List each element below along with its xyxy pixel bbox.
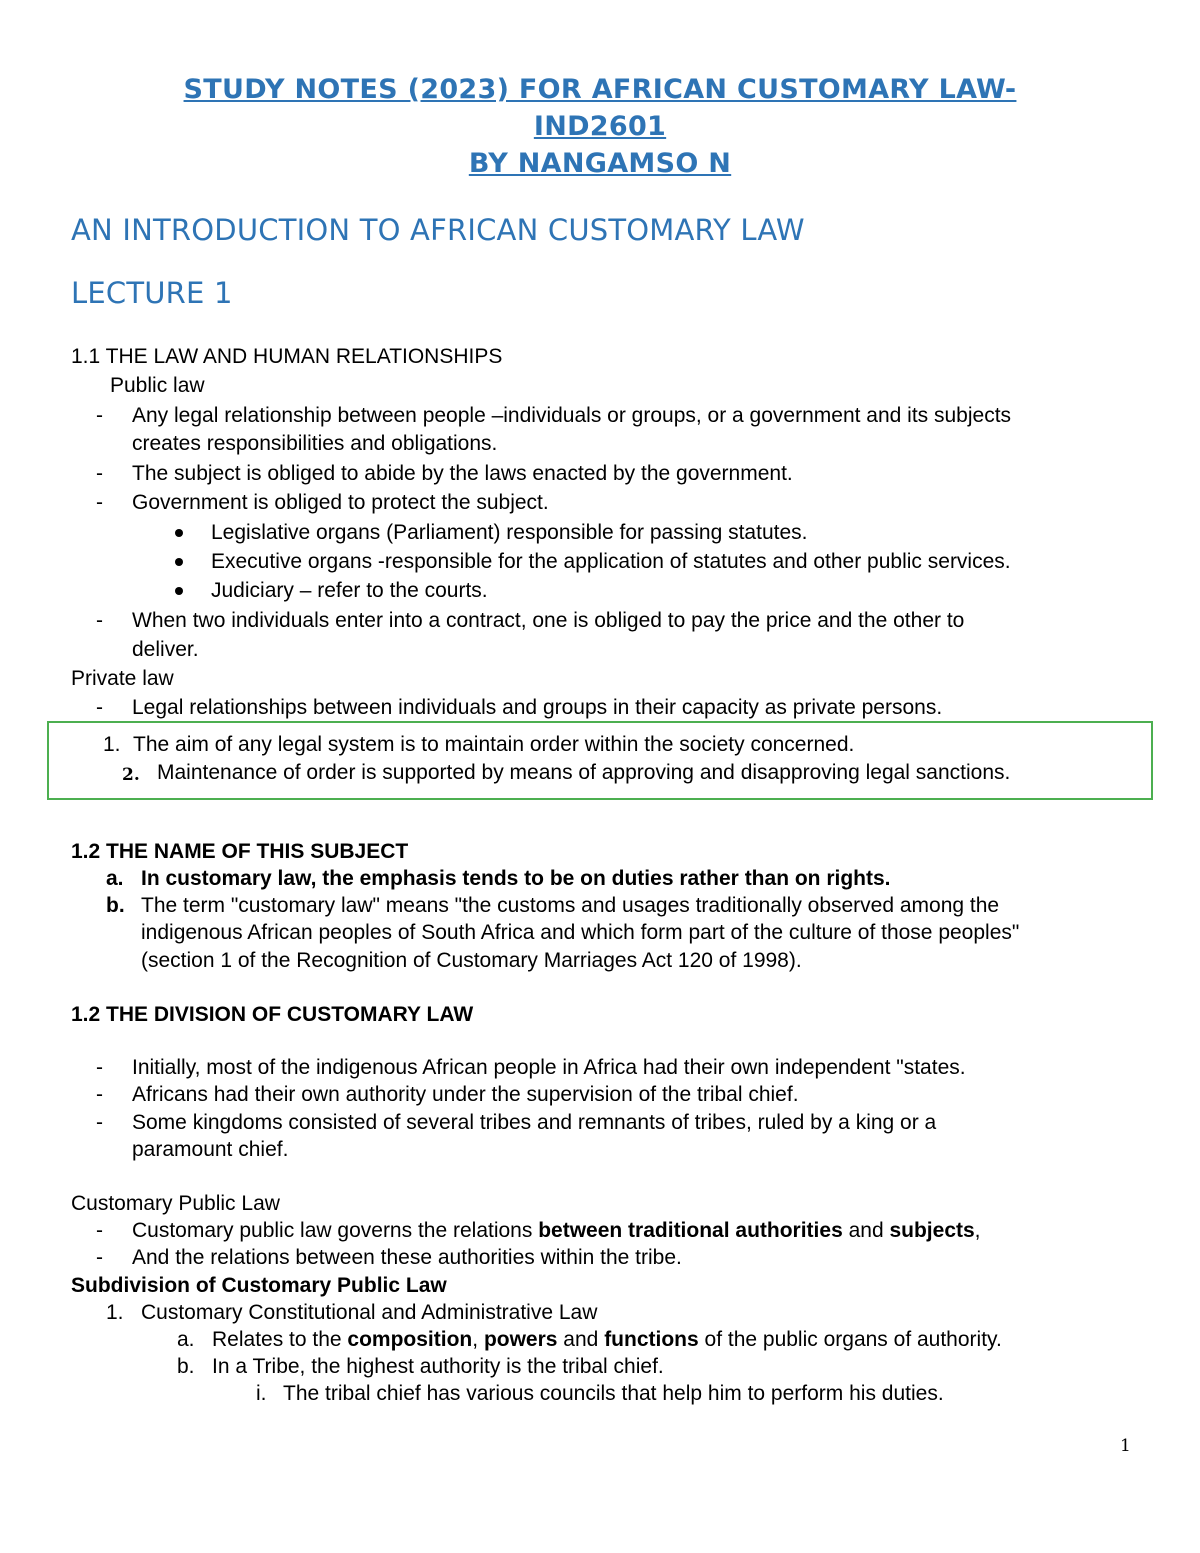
section-1-2-name-heading: 1.2 THE NAME OF THIS SUBJECT [71,840,409,863]
public-law-point-2: The subject is obliged to abide by the laws enacted by the government. [132,462,793,485]
public-law-point-3: Government is obliged to protect the subject. [132,491,549,514]
list-marker-a: a. [106,867,124,890]
public-law-label: Public law [110,374,205,397]
cpl-point-1 [132,1218,981,1244]
subdivision-a-comma: , [472,1328,484,1351]
box-item-2: Maintenance of order is supported by means of approving and disapproving legal sanctions. [157,761,1011,784]
box-item-1: The aim of any legal system is to maintain order within the society concerned. [133,733,855,756]
intro-heading: AN INTRODUCTION TO AFRICAN CUSTOMARY LAW [71,213,805,247]
cpl-point-1-text: Customary public law governs the relations [132,1219,539,1242]
section-1-1-heading: 1.1 THE LAW AND HUMAN RELATIONSHIPS [71,345,503,368]
name-point-b-line-3: (section 1 of the Recognition of Customary Marriages Act 120 of 1998). [141,949,802,972]
dash-bullet: - [96,609,103,632]
cpl-point-1-bold-authorities: between traditional authorities [538,1219,843,1242]
subdivision-b: In a Tribe, the highest authority is the tribal chief. [212,1355,664,1378]
name-point-a: In customary law, the emphasis tends to be on duties rather than on rights. [141,867,891,890]
cpl-point-1-bold-subjects: subjects [889,1219,975,1242]
subdivision-a-rest: of the public organs of authority. [698,1328,1002,1351]
public-law-point-1-line-2: creates responsibilities and obligations. [132,432,498,455]
bullet-dot [175,558,183,566]
subdivision-i-marker: i. [256,1382,267,1405]
name-point-b-line-1: The term "customary law" means "the customs and usages traditionally observed among the [141,894,1000,917]
list-marker-b: b. [106,894,125,917]
subdivision-a-marker: a. [177,1328,195,1351]
subdivision-a-bold-composition: composition [347,1328,473,1351]
public-law-point-1-line-1: Any legal relationship between people –individuals or groups, or a government and its subjects [132,404,1012,427]
organ-item-legislative: Legislative organs (Parliament) responsible for passing statutes. [211,521,808,544]
subdivision-b-marker: b. [177,1355,195,1378]
doc-title-line-2: IND2601 [533,111,667,142]
bullet-dot [175,529,183,537]
cpl-point-2: And the relations between these authorities within the tribe. [132,1246,682,1269]
page-number: 1 [1120,1436,1131,1456]
public-law-point-4-line-1: When two individuals enter into a contract, one is obliged to pay the price and the other to [132,609,965,632]
cpl-point-1-comma: , [974,1219,981,1242]
organ-item-executive: Executive organs -responsible for the application of statutes and other public services. [211,550,1011,573]
lecture-heading: LECTURE 1 [71,276,233,310]
public-law-point-4-line-2: deliver. [132,638,199,661]
bullet-dot [175,587,183,595]
dash-bullet: - [96,462,103,485]
organ-item-judiciary: Judiciary – refer to the courts. [211,579,488,602]
box-item-1-number: 1. [103,733,121,756]
division-point-2: Africans had their own authority under the supervision of the tribal chief. [132,1083,799,1106]
dash-bullet: - [96,404,103,427]
subdivision-a-bold-powers: powers [483,1328,558,1351]
subdivision-i: The tribal chief has various councils that help him to perform his duties. [283,1382,944,1405]
division-point-1: Initially, most of the indigenous African people in Africa had their own independent "states. [132,1056,966,1079]
division-point-3-line-2: paramount chief. [132,1138,289,1161]
dash-bullet: - [96,1219,103,1242]
name-point-b-line-2: indigenous African peoples of South Africa and which form part of the culture of those peoples" [141,921,1020,944]
division-point-3-line-1: Some kingdoms consisted of several tribes and remnants of tribes, ruled by a king or a [132,1111,937,1134]
section-1-2-division-heading: 1.2 THE DIVISION OF CUSTOMARY LAW [71,1003,474,1026]
subdivision-a-and: and [557,1328,605,1351]
cpl-point-1-and: and [842,1219,890,1242]
dash-bullet: - [96,491,103,514]
dash-bullet: - [96,1111,103,1134]
dash-bullet: - [96,1246,103,1269]
subdivision-a-text: Relates to the [212,1328,348,1351]
dash-bullet: - [96,1083,103,1106]
doc-title-author: BY NANGAMSO N [468,148,732,179]
dash-bullet: - [96,696,103,719]
doc-title-line-1: STUDY NOTES (2023) FOR AFRICAN CUSTOMARY LAW- [183,74,1017,105]
subdivision-a [212,1327,1002,1353]
subdivision-1: Customary Constitutional and Administrative Law [141,1301,598,1324]
dash-bullet: - [96,1056,103,1079]
box-item-2-number: 2. [122,765,140,785]
customary-public-law-heading: Customary Public Law [71,1192,280,1215]
subdivision-heading: Subdivision of Customary Public Law [71,1274,447,1297]
subdivision-1-number: 1. [106,1301,124,1324]
private-law-label: Private law [71,667,174,690]
subdivision-a-bold-functions: functions [604,1328,699,1351]
private-law-point-1: Legal relationships between individuals and groups in their capacity as private persons. [132,696,943,719]
